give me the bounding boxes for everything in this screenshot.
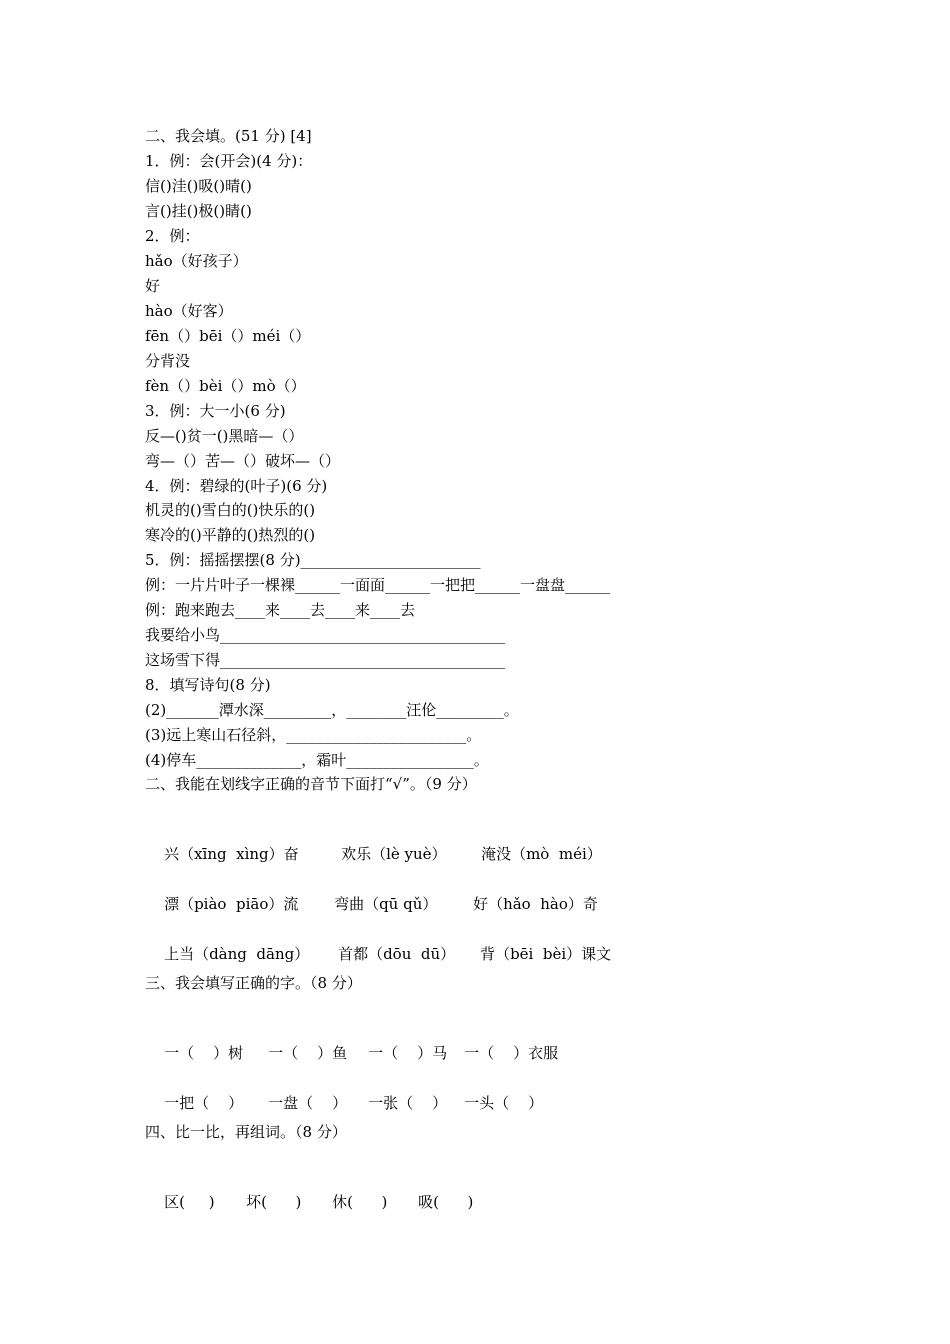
pinyin-item: 淹没（mò méi）	[481, 845, 602, 863]
q4-line-1: 机灵的()雪白的()快乐的()	[145, 501, 316, 519]
pinyin-item: 漂（piào piāo）流	[164, 895, 299, 913]
q8-line-1: (2)_______潭水深_________，________汪伦_________。	[145, 701, 519, 719]
measure-word-item: 一张（ ）	[368, 1094, 448, 1112]
q2-example-char: 好	[145, 277, 161, 295]
compare-item: 吸( )	[418, 1193, 474, 1211]
pinyin-item: 上当（dàng dāng）	[164, 945, 310, 963]
q1-line-2: 言()挂()极()睛()	[145, 202, 252, 220]
pinyin-item: 首都（dōu dū）	[338, 945, 456, 963]
compare-item: 坏( )	[246, 1193, 302, 1211]
q3-line-2: 弯—（）苦—（）破坏—（）	[145, 452, 341, 470]
compare-item: 休( )	[332, 1193, 388, 1211]
measure-word-item: 一（ ）马	[368, 1044, 448, 1062]
section-3-title: 三、我会填写正确的字。（8 分）	[145, 974, 362, 992]
measure-word-item: 一（ ）衣服	[464, 1044, 559, 1062]
q5-line-4: 这场雪下得______________________________________	[145, 651, 506, 669]
q4-title: 4．例：碧绿的(叶子)(6 分)	[145, 477, 328, 495]
section-2-title: 二、我会填。(51 分) [4]	[145, 127, 312, 145]
compare-item: 区( )	[164, 1193, 215, 1211]
measure-word-item: 一头（ ）	[464, 1094, 544, 1112]
q2-chars: 分背没	[145, 352, 191, 370]
q2-pinyin-2: fèn（）bèi（）mò（）	[145, 377, 306, 395]
q2-title: 2．例：	[145, 227, 200, 245]
measure-word-item: 一（ ）鱼	[268, 1044, 348, 1062]
measure-word-item: 一（ ）树	[164, 1044, 244, 1062]
pinyin-item: 欢乐（lè yuè）	[341, 845, 447, 863]
q1-title: 1．例：会(开会)(4 分)：	[145, 152, 313, 170]
section-4-title: 四、比一比，再组词。（8 分）	[145, 1123, 347, 1141]
q3-line-1: 反—()贫一()黑暗—（）	[145, 427, 304, 445]
q5-title: 5．例：摇摇摆摆(8 分)________________________	[145, 551, 481, 569]
q2-example-2: hào（好客）	[145, 302, 233, 320]
q8-line-2: (3)远上寒山石径斜，________________________。	[145, 726, 482, 744]
q8-line-3: (4)停车______________，霜叶_________________。	[145, 751, 489, 769]
compare-row	[145, 1172, 473, 1232]
pinyin-item: 弯曲（qū qǔ）	[334, 895, 438, 913]
pinyin-item: 好（hǎo hào）奇	[473, 895, 598, 913]
q4-line-2: 寒冷的()平静的()热烈的()	[145, 526, 316, 544]
pinyin-item: 背（bēi bèi）课文	[480, 945, 612, 963]
q2-pinyin-1: fēn（）bēi（）méi（）	[145, 327, 311, 345]
q5-line-3: 我要给小鸟______________________________________	[145, 626, 506, 644]
q8-title: 8．填写诗句(8 分)	[145, 676, 271, 694]
q5-line-2: 例：跑来跑去____来____去____来____去	[145, 601, 416, 619]
q2-example-1: hǎo（好孩子）	[145, 252, 248, 270]
measure-word-item: 一盘（ ）	[268, 1094, 348, 1112]
q5-line-1: 例：一片片叶子一棵裸______一面面______一把把______一盘盘______	[145, 576, 611, 594]
pinyin-item: 兴（xīng xìng）奋	[164, 845, 299, 863]
measure-word-item: 一把（ ）	[164, 1094, 244, 1112]
q3-title: 3．例：大一小(6 分)	[145, 402, 286, 420]
q1-line-1: 信()洼()吸()晴()	[145, 177, 252, 195]
pinyin-section-title: 二、我能在划线字正确的音节下面打“√”。（9 分）	[145, 775, 477, 793]
